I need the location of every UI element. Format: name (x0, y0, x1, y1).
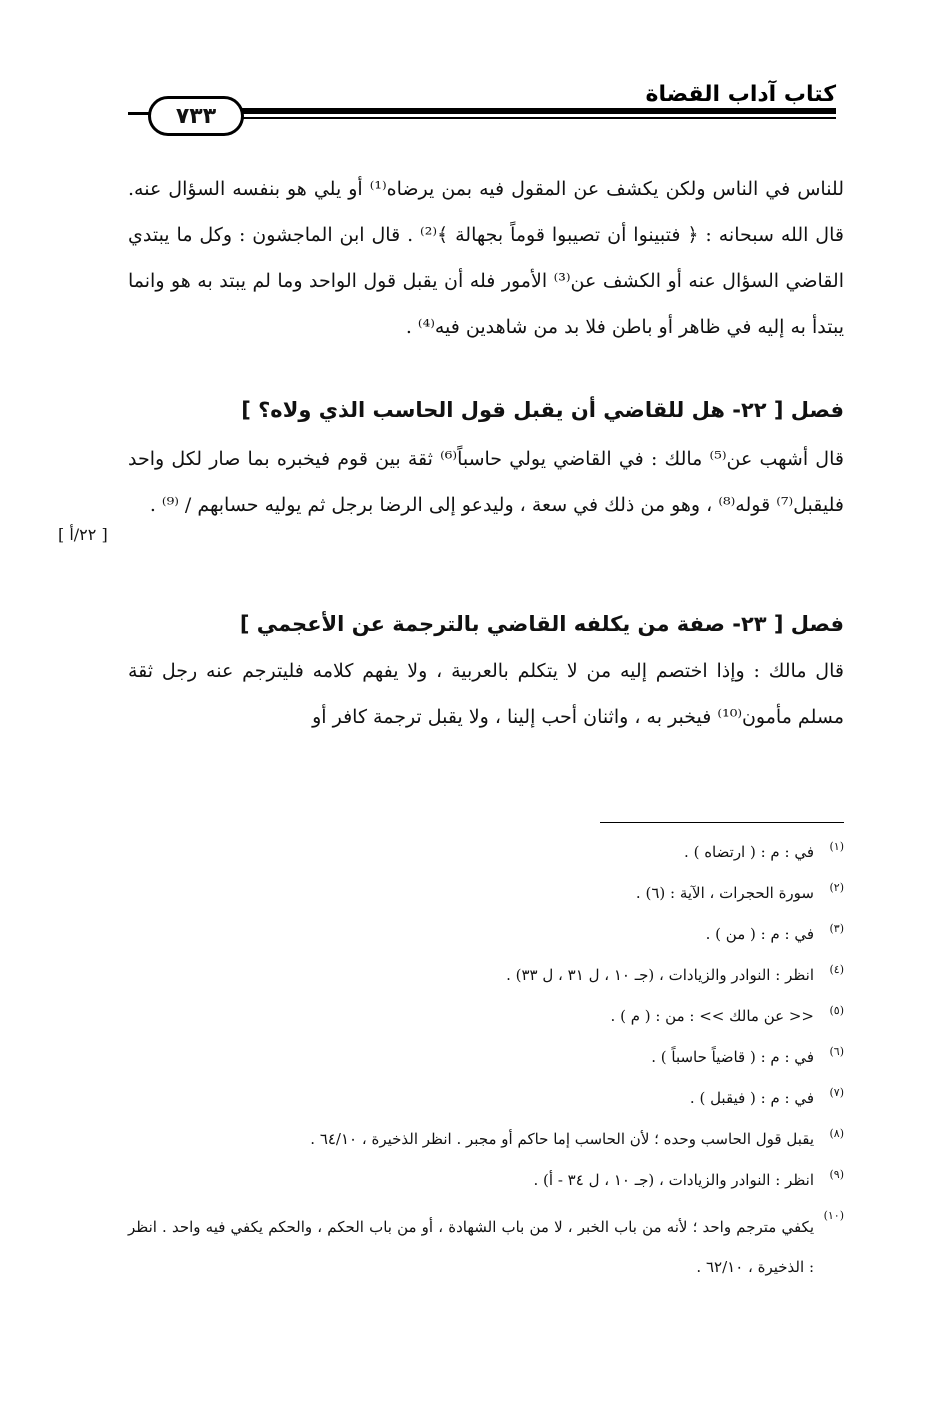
section-23-body (128, 648, 844, 740)
footnote-text: انظر : النوادر والزيادات ، (جـ ١٠ ، ل ٣٤ - أ) . (533, 1171, 814, 1189)
footnote-number: (٤) (829, 963, 844, 976)
footnote-item (128, 1166, 844, 1207)
manuscript-folio-ref: [ ٢٢/أ ] (58, 525, 108, 544)
footnote-item (128, 879, 844, 920)
footnote-number: (٥) (829, 1004, 844, 1017)
footnote-number: (٧) (829, 1086, 844, 1099)
header-rule-thin (232, 117, 836, 119)
running-header-title: كتاب آداب القضاة (645, 82, 836, 107)
footnote-item (128, 1125, 844, 1166)
footnote-item (128, 920, 844, 961)
section-22-text: قال أشهب عن⁽⁵⁾ مالك : في القاضي يولي حاسباً⁽⁶⁾ ثقة بين قوم فيخبره بما صار لكل واحد فليقبل⁽⁷⁾ قوله⁽⁸⁾ ، وهو من ذلك في سعة ، وليدعو إلى الرضا برجل ثم يوليه حسابهم / ⁽⁹⁾ . (128, 448, 844, 516)
footnote-text: يكفي مترجم واحد ؛ لأنه من باب الخبر ، لا من باب الشهادة ، أو من باب الحكم ، والحكم يكفي فيه واحد . انظر : الذخيرة ، ٦٢/١٠ . (128, 1218, 814, 1276)
footnote-number: (١٠) (823, 1209, 844, 1222)
footnote-text: << عن مالك >> : من : ( م ) . (610, 1007, 814, 1025)
footnote-separator (600, 822, 844, 823)
footnote-number: (١) (829, 840, 844, 853)
footnotes (128, 838, 844, 1287)
footnote-text: يقبل قول الحاسب وحده ؛ لأن الحاسب إما حاكم أو مجبر . انظر الذخيرة ، ٦٤/١٠ . (310, 1130, 814, 1148)
header-rule-thick (232, 108, 836, 114)
footnote-text: في : م : ( ارتضاه ) . (684, 843, 814, 861)
section-23-heading: فصل [ ٢٣- صفة من يكلفه القاضي بالترجمة عن الأعجمي ] (239, 612, 844, 636)
footnote-number: (٨) (829, 1127, 844, 1140)
footnote-number: (٢) (829, 881, 844, 894)
footnote-number: (٣) (829, 922, 844, 935)
footnote-item (128, 961, 844, 1002)
paragraph-1-text: للناس في الناس ولكن يكشف عن المقول فيه بمن يرضاه⁽¹⁾ أو يلي هو بنفسه السؤال عنه. قال الله سبحانه : ﴿ فتبينوا أن تصيبوا قوماً بجهالة ﴾⁽²⁾ . قال ابن الماجشون : وكل ما يبتدي القاضي السؤال عنه أو الكشف عن⁽³⁾ الأمور فله أن يقبل قول الواحد وما لم يبتد به هو وانما يبتدأ به إليه في ظاهر أو باطن فلا بد من شاهدين فيه⁽⁴⁾ . (128, 178, 845, 338)
footnote-item (128, 1002, 844, 1043)
section-23-text: قال مالك : وإذا اختصم إليه من لا يتكلم بالعربية ، ولا يفهم كلامه فليترجم عنه رجل ثقة مسلم مأمون⁽¹⁰⁾ فيخبر به ، واثنان أحب إلينا ، ولا يقبل ترجمة كافر أو (128, 660, 844, 728)
footnote-item (128, 1084, 844, 1125)
footnote-text: سورة الحجرات ، الآية : (٦) . (635, 884, 814, 902)
section-22-body (128, 436, 844, 528)
footnote-number: (٦) (829, 1045, 844, 1058)
footnote-number: (٩) (829, 1168, 844, 1181)
footnote-text: في : م : ( فيقبل ) . (689, 1089, 814, 1107)
footnote-item (128, 1043, 844, 1084)
page-number: ٧٣٣ (148, 96, 244, 136)
footnote-item (128, 838, 844, 879)
section-22-heading: فصل [ ٢٢- هل للقاضي أن يقبل قول الحاسب الذي ولاه؟ ] (241, 398, 844, 422)
footnote-item (128, 1207, 844, 1287)
footnote-text: في : م : ( قاضياً حاسباً ) . (651, 1048, 814, 1066)
page-number-ornament-tail (128, 112, 150, 115)
paragraph-1 (128, 166, 844, 350)
footnote-text: في : م : ( من ) . (705, 925, 814, 943)
footnote-text: انظر : النوادر والزيادات ، (جـ ١٠ ، ل ٣١ ، ل ٣٣) . (506, 966, 814, 984)
